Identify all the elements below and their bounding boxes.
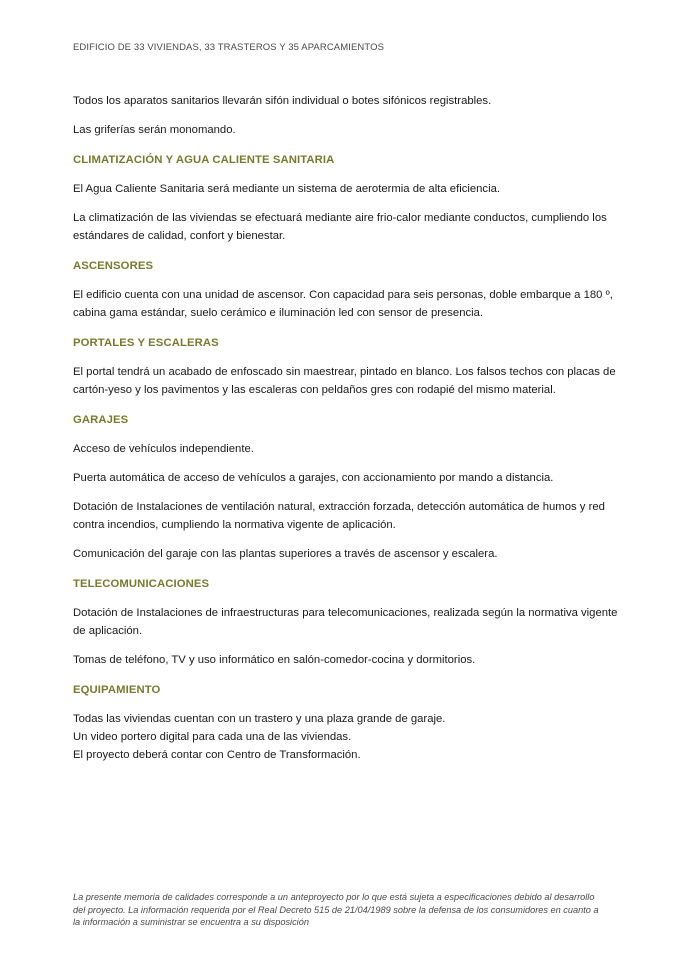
paragraph-acs: El Agua Caliente Sanitaria será mediante un sistema de aerotermia de alta eficiencia. (73, 183, 501, 195)
section-heading-garajes: GARAJES (73, 414, 129, 426)
paragraph-sanitarios: Todos los aparatos sanitarios llevarán sifón individual o botes sifónicos registrables. (73, 95, 492, 107)
footer-line: La presente memoria de calidades corresponde a un anteproyecto por lo que está sujeta a especificaciones debido al desarrollo (73, 892, 595, 902)
paragraph-acceso-vehiculos: Acceso de vehículos independiente. (73, 443, 254, 455)
footer-line: del proyecto. La información requerida por el Real Decreto 515 de 21/04/1989 sobre la defensa de los consumidores en cuanto a (73, 904, 599, 915)
footer-disclaimer (73, 891, 628, 929)
paragraph-comunicacion-garaje: Comunicación del garaje con las plantas superiores a través de ascensor y escalera. (73, 548, 498, 560)
list-item-videoportero: Un video portero digital para cada una de las viviendas. (73, 731, 352, 743)
section-heading-portales: PORTALES Y ESCALERAS (73, 337, 219, 349)
section-heading-equipamiento: EQUIPAMIENTO (73, 684, 161, 696)
running-header: EDIFICIO DE 33 VIVIENDAS, 33 TRASTEROS Y 35 APARCAMIENTOS (73, 42, 385, 53)
paragraph-climatizacion: La climatización de las viviendas se efectuará mediante aire frio-calor mediante conductos, cumpliendo los estándares de calidad, confort y bienestar. (73, 212, 607, 242)
list-item-transformacion: El proyecto deberá contar con Centro de Transformación. (73, 749, 361, 761)
paragraph-puerta-automatica: Puerta automática de acceso de vehículos a garajes, con accionamiento por mando a distancia. (73, 472, 554, 484)
equipamiento-list (73, 710, 623, 764)
paragraph-ascensor: El edificio cuenta con una unidad de ascensor. Con capacidad para seis personas, doble embarque a 180 º, cabina gama estándar, suelo cerámico e iluminación led con sensor de presencia. (73, 289, 613, 319)
section-heading-telecomunicaciones: TELECOMUNICACIONES (73, 578, 210, 590)
paragraph-ventilacion: Dotación de Instalaciones de ventilación natural, extracción forzada, detección automática de humos y red contra incendios, cumpliendo la normativa vigente de aplicación. (73, 501, 605, 531)
section-heading-ascensores: ASCENSORES (73, 260, 154, 272)
paragraph-infraestructuras: Dotación de Instalaciones de infraestructuras para telecomunicaciones, realizada según la normativa vigente de aplicación. (73, 607, 618, 637)
paragraph-portal: El portal tendrá un acabado de enfoscado sin maestrear, pintado en blanco. Los falsos techos con placas de cartón-yeso y los pavimentos y las escaleras con peldaños gres con rodapié del mismo material. (73, 366, 616, 396)
document-body (73, 92, 623, 774)
list-item-trastero: Todas las viviendas cuentan con un trastero y una plaza grande de garaje. (73, 713, 446, 725)
paragraph-griferias: Las griferías serán monomando. (73, 124, 236, 136)
section-heading-climatizacion: CLIMATIZACIÓN Y AGUA CALIENTE SANITARIA (73, 154, 335, 166)
footer-line: la información a suministrar se encuentra a su disposición (73, 917, 309, 927)
paragraph-tomas: Tomas de teléfono, TV y uso informático en salón-comedor-cocina y dormitorios. (73, 654, 476, 666)
